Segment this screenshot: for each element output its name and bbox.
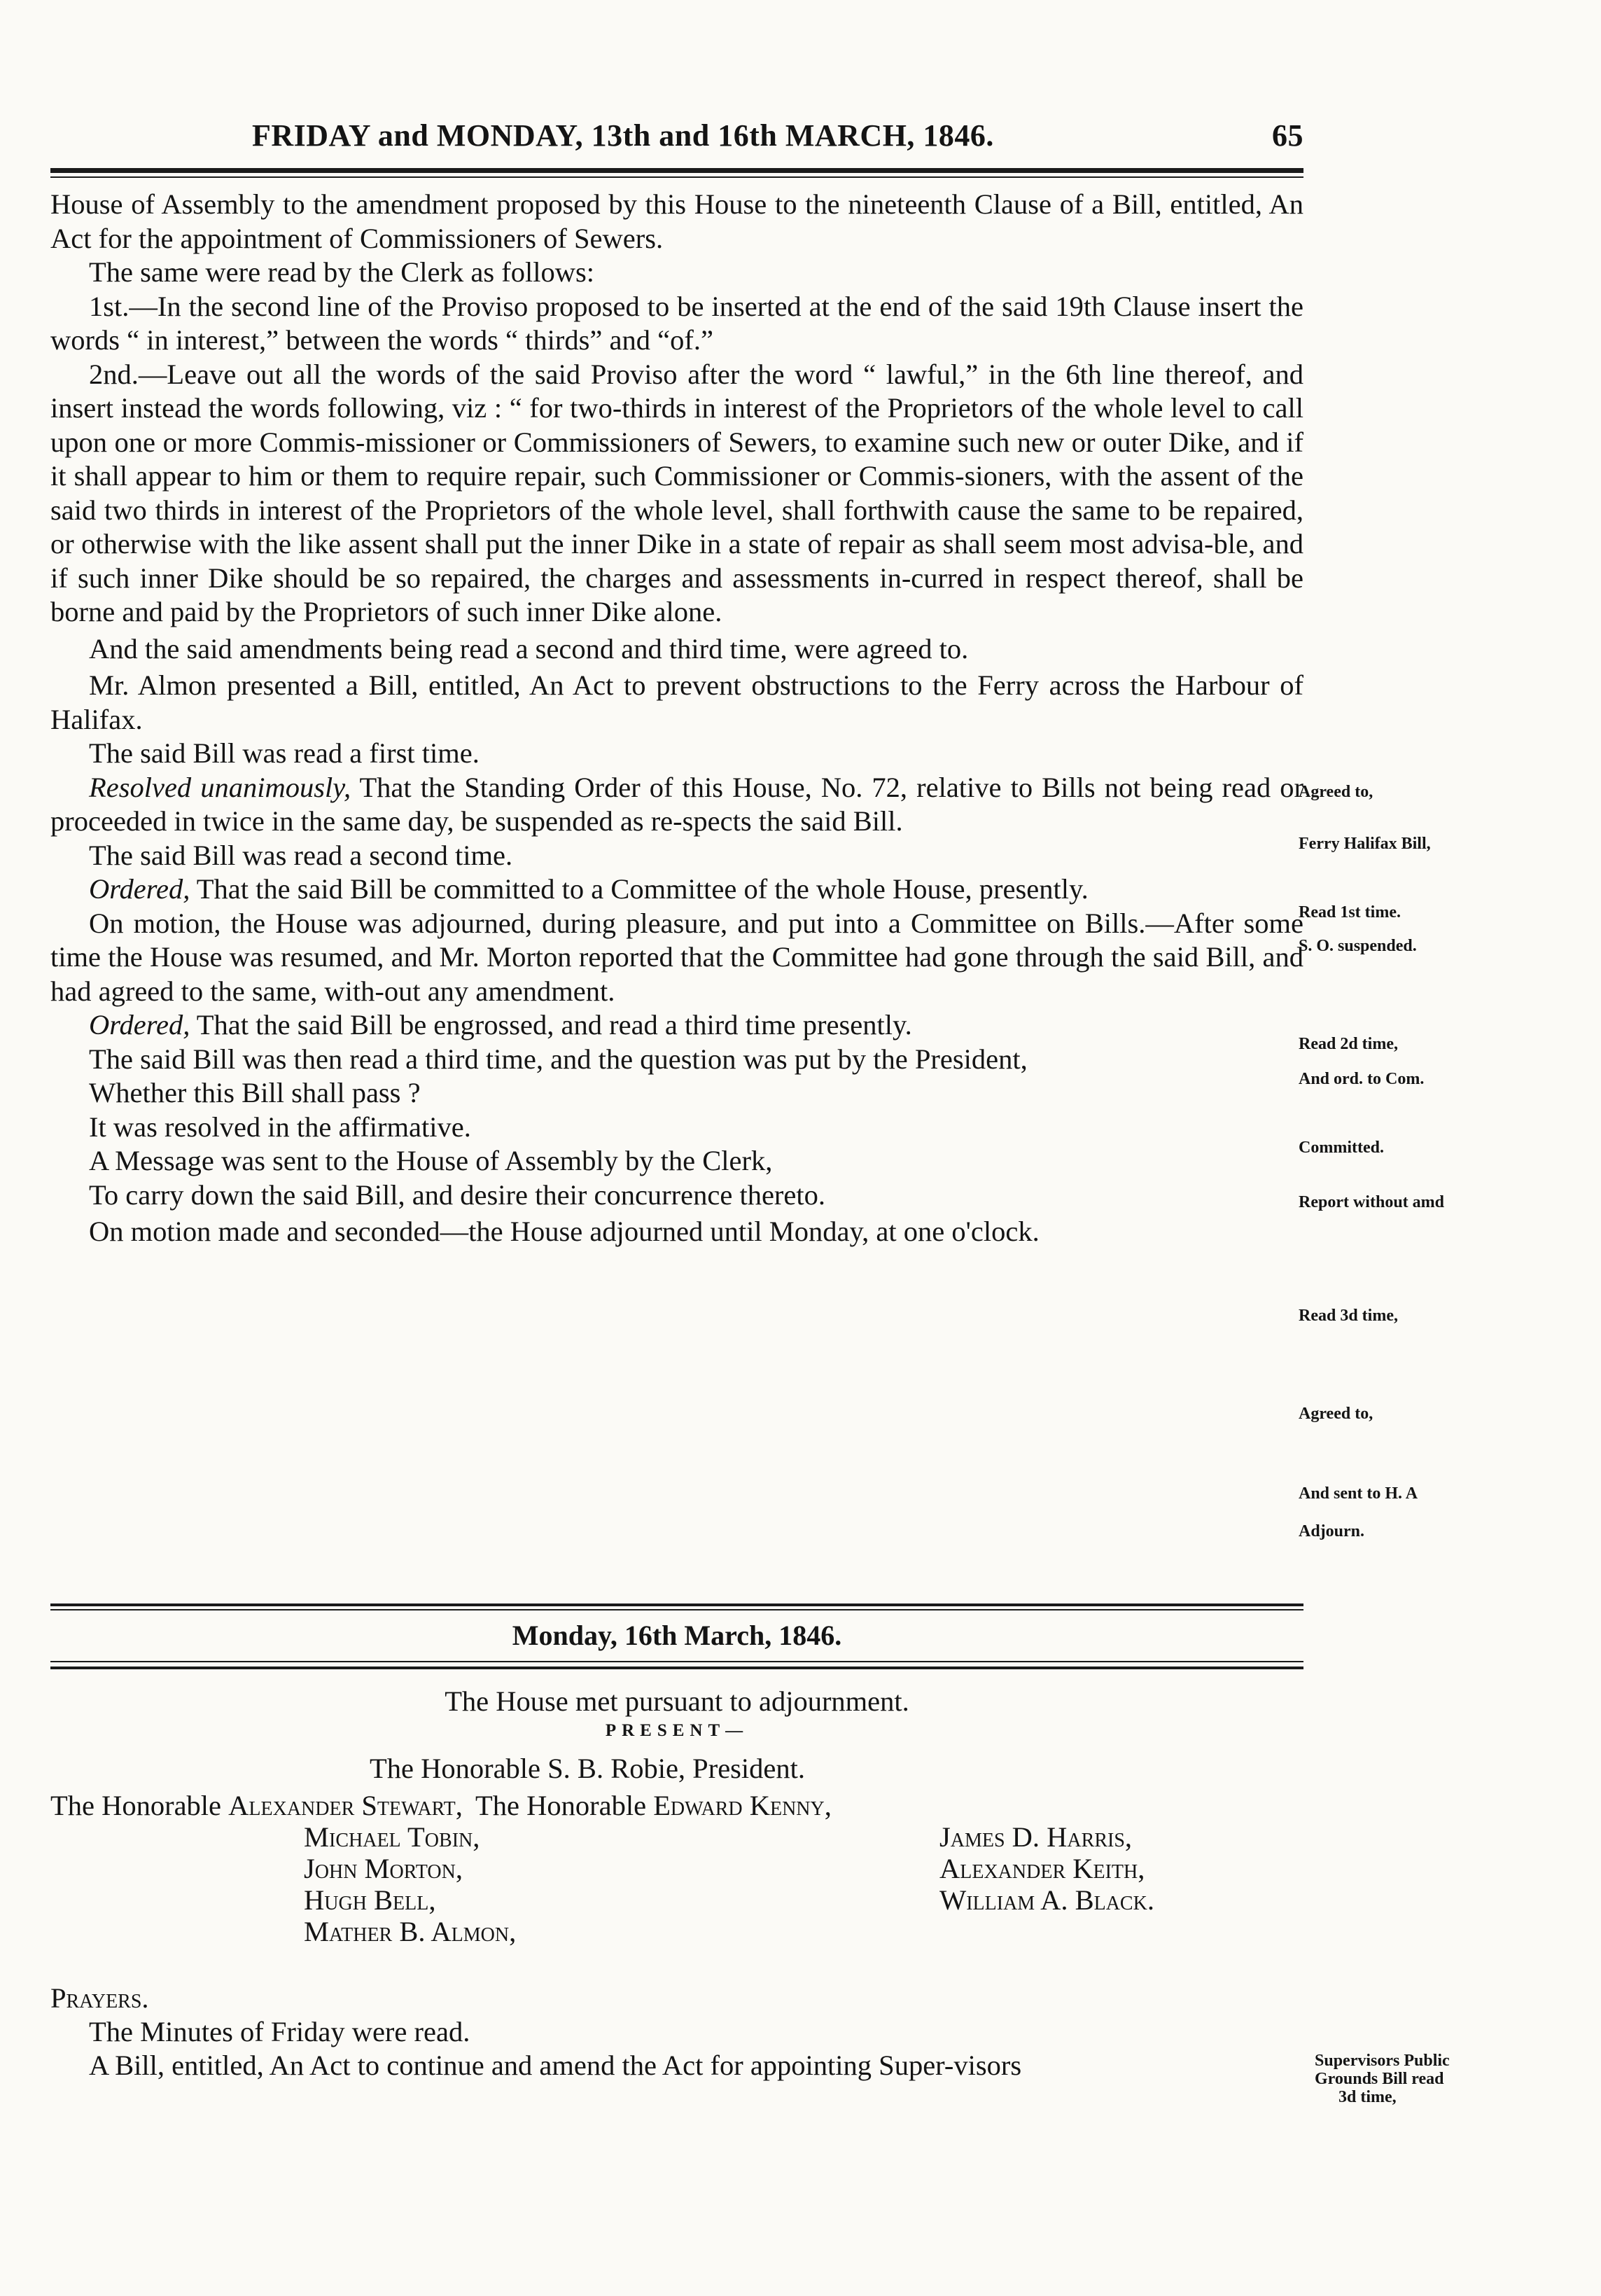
paragraph-carry-down: To carry down the said Bill, and desire their concurrence thereto. xyxy=(89,1178,826,1211)
paragraph-message: A Message was sent to the House of Assembly by the Clerk, xyxy=(89,1145,773,1176)
honorable-label-right: The Honorable xyxy=(475,1790,647,1821)
margin-note-sent-to-ha: And sent to H. A xyxy=(1299,1484,1418,1503)
section-rule-bottom-2 xyxy=(50,1667,1303,1669)
body-text xyxy=(50,188,1303,1249)
header-rule-thick xyxy=(50,168,1303,173)
margin-note-supervisors-2: Grounds Bill read xyxy=(1315,2070,1444,2088)
margin-note-supervisors-3: 3d time, xyxy=(1338,2088,1397,2106)
section-rule-bottom-1 xyxy=(50,1661,1303,1662)
member-right-2: Alexander Keith, xyxy=(939,1853,1145,1884)
margin-note-adjourn: Adjourn. xyxy=(1299,1522,1365,1540)
member-left-2: John Morton, xyxy=(304,1853,463,1884)
member-left-0: Alexander Stewart, xyxy=(228,1790,463,1821)
paragraph-question: Whether this Bill shall pass ? xyxy=(89,1077,421,1108)
lead-ordered-2: Ordered, xyxy=(89,1009,190,1041)
paragraph-almon-bill: Mr. Almon presented a Bill, entitled, An Act to prevent obstructions to the Ferry across the Harbour of Halifax. xyxy=(50,669,1303,735)
paragraph-agreed: And the said amendments being read a second and third time, were agreed to. xyxy=(89,632,969,665)
paragraph-read-by-clerk: The same were read by the Clerk as follows: xyxy=(89,256,594,288)
margin-note-committed: Committed. xyxy=(1299,1139,1384,1157)
prayers: Prayers. xyxy=(50,1982,149,2014)
section-rule-top-2 xyxy=(50,1609,1303,1610)
lead-resolved: Resolved unanimously, xyxy=(89,771,351,803)
member-right-3: William A. Black. xyxy=(939,1884,1154,1916)
paragraph-continuation: House of Assembly to the amendment proposed by this House to the nineteenth Clause of a Bill, entitled, An Act for the appointment of Commissioners of Sewers. xyxy=(50,188,1303,254)
page-number: 65 xyxy=(1272,118,1303,153)
present-label: PRESENT— xyxy=(605,1721,749,1740)
section-rule-top-1 xyxy=(50,1603,1303,1606)
honorable-label-left: The Honorable xyxy=(50,1790,222,1821)
margin-note-so-suspended: S. O. suspended. xyxy=(1299,937,1417,955)
margin-note-ferry-bill: Ferry Halifax Bill, xyxy=(1299,835,1431,853)
member-left-1: Michael Tobin, xyxy=(304,1821,480,1853)
member-left-3: Hugh Bell, xyxy=(304,1884,436,1916)
margin-note-read-2d: Read 2d time, xyxy=(1299,1035,1398,1053)
paragraph-amendment-1: 1st.—In the second line of the Proviso proposed to be inserted at the end of the said 19th Clause insert the words “ in interest,” between the words “ thirds” and “of.” xyxy=(50,290,1303,356)
header-title: FRIDAY and MONDAY, 13th and 16th MARCH, 1846. xyxy=(252,118,994,153)
paragraph-first-reading: The said Bill was read a first time. xyxy=(89,737,480,769)
paragraph-resolved-affirmative: It was resolved in the affirmative. xyxy=(89,1111,471,1143)
paragraph-ordered-committee: Ordered, That the said Bill be committed to a Committee of the whole House, presently. xyxy=(89,873,1089,905)
margin-note-ord-to-com: And ord. to Com. xyxy=(1299,1070,1425,1088)
margin-note-agreed: Agreed to, xyxy=(1299,783,1373,801)
house-met: The House met pursuant to adjournment. xyxy=(445,1685,909,1717)
paragraph-committee: On motion, the House was adjourned, during pleasure, and put into a Committee on Bills.—After some time the House was resumed, and Mr. Morton reported that the Committee had gone through the said Bill, and had agreed to the same, with-out any amendment. xyxy=(50,907,1303,1007)
paragraph-resolved: Resolved unanimously, That the Standing Order of this House, No. 72, relative to Bills not being read or proceeded in twice in the same day, be suspended as re-spects the said Bill. xyxy=(50,771,1303,837)
margin-note-report: Report without amd xyxy=(1299,1193,1444,1211)
paragraph-third-reading: The said Bill was then read a third time, and the question was put by the President, xyxy=(89,1043,1028,1075)
margin-note-read-1st: Read 1st time. xyxy=(1299,903,1401,921)
member-left-4: Mather B. Almon, xyxy=(304,1916,517,1947)
lead-ordered: Ordered, xyxy=(89,873,190,905)
member-right-1: James D. Harris, xyxy=(939,1821,1133,1853)
margin-note-read-3d: Read 3d time, xyxy=(1299,1307,1398,1325)
margin-note-supervisors-1: Supervisors Public xyxy=(1315,2052,1450,2070)
paragraph-adjourn: On motion made and seconded—the House adjourned until Monday, at one o'clock. xyxy=(89,1216,1040,1247)
margin-note-agreed-2: Agreed to, xyxy=(1299,1405,1373,1423)
supervisors-bill: A Bill, entitled, An Act to continue and amend the Act for appointing Super-visors xyxy=(89,2050,1022,2081)
header-rule-thin xyxy=(50,176,1303,178)
monday-date-heading: Monday, 16th March, 1846. xyxy=(512,1620,842,1651)
paragraph-second-reading: The said Bill was read a second time. xyxy=(89,839,513,871)
member-right-0: Edward Kenny, xyxy=(653,1790,832,1821)
minutes-read: The Minutes of Friday were read. xyxy=(89,2016,470,2047)
paragraph-ordered-engrossed: Ordered, That the said Bill be engrossed, and read a third time presently. xyxy=(89,1009,912,1041)
paragraph-amendment-2: 2nd.—Leave out all the words of the said Proviso after the word “ lawful,” in the 6th line thereof, and insert instead the words following, viz : “ for two-thirds in interest of the Proprietors of the whole level to call upon one or more Commis-missioner or Commissioners of Sewers, to examine such new or outer Dike, and if it shall appear to him or them to require repair, such Commissioner or Commis-sioners, with the assent of the said two thirds in interest of the Proprietors of the whole level, shall forthwith cause the same to be repaired, or otherwise with the like assent shall put the inner Dike in a state of repair as shall seem most advisa-ble, and if such inner Dike should be so repaired, the charges and assessments in-curred in respect thereof, shall be borne and paid by the Proprietors of such inner Dike alone. xyxy=(50,358,1303,627)
president-line: The Honorable S. B. Robie, President. xyxy=(370,1753,806,1784)
